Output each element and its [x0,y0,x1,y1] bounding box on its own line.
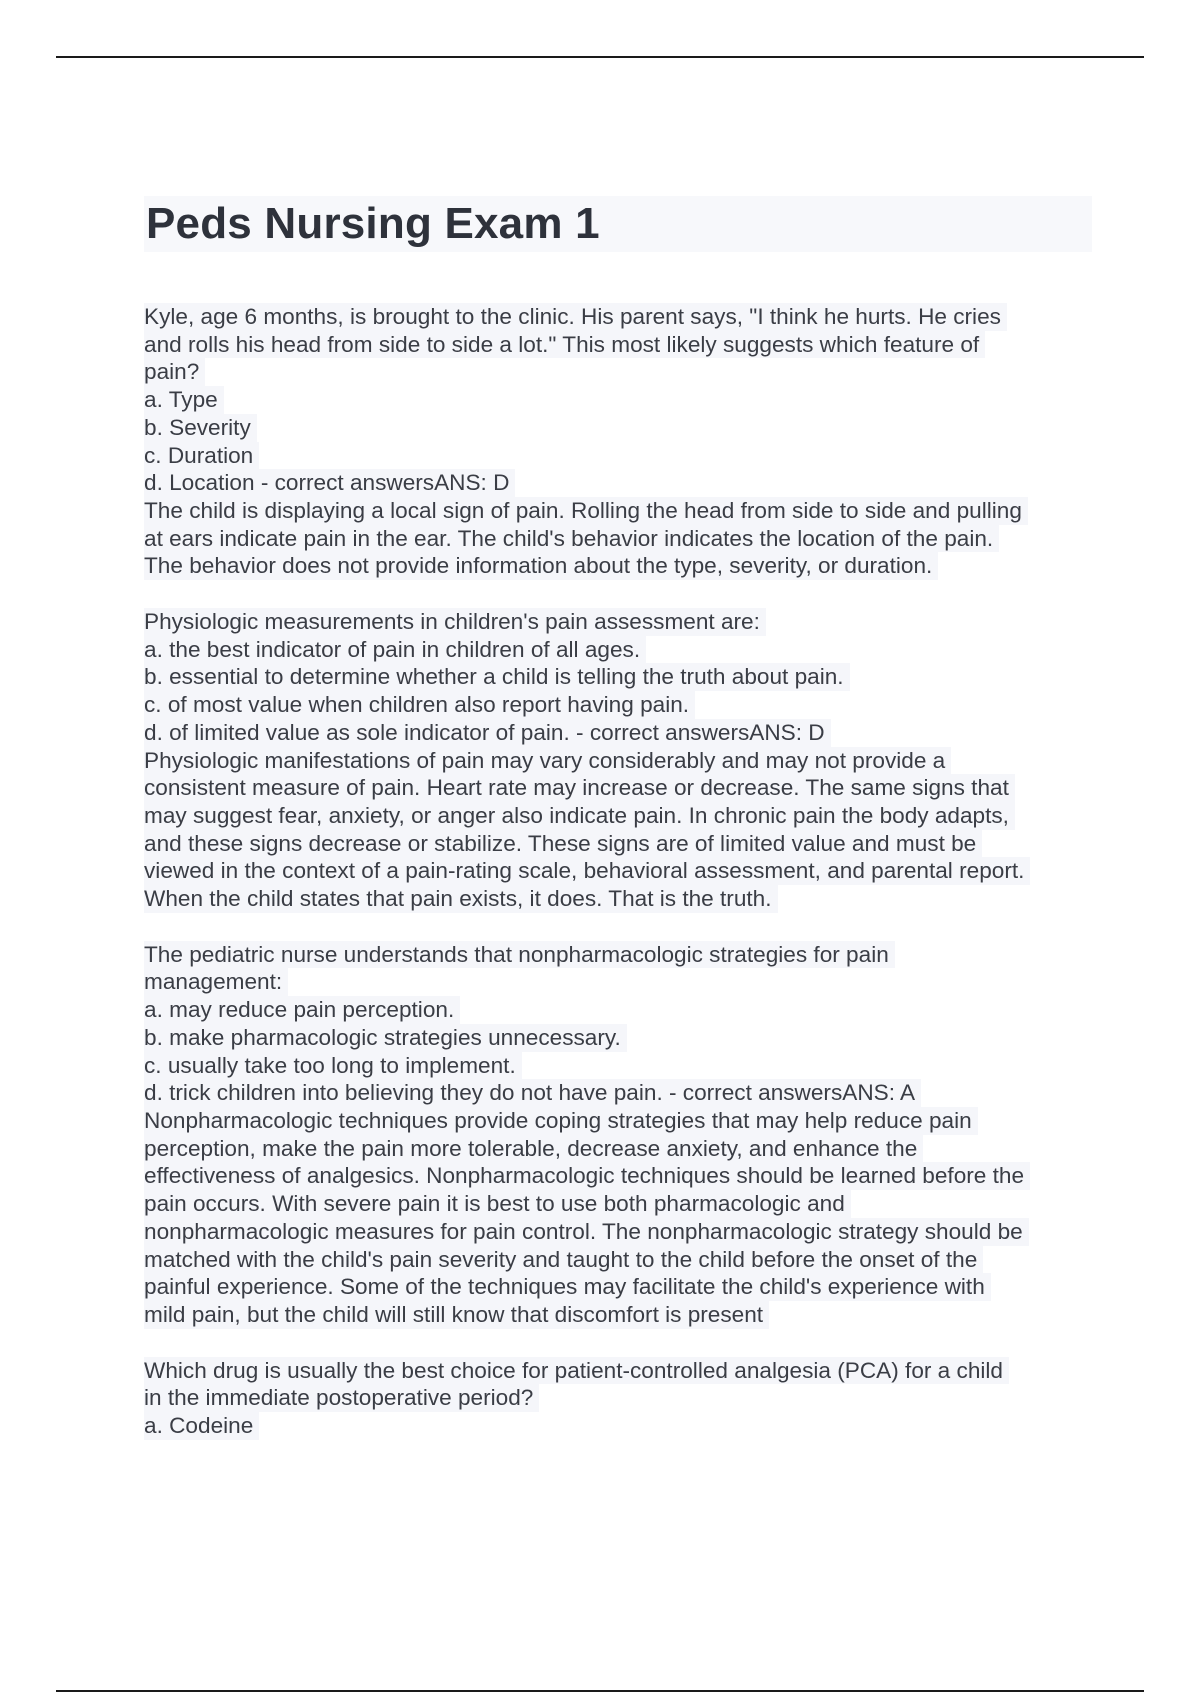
text-line: management: [144,968,288,996]
top-rule [56,56,1144,58]
text-line: Which drug is usually the best choice for patient-controlled analgesia (PCA) for a child [144,1357,1009,1385]
rationale-line: perception, make the pain more tolerable, decrease anxiety, and enhance the [144,1135,923,1163]
question-block [144,1357,1104,1440]
rationale-line: matched with the child's pain severity and taught to the child before the onset of the [144,1246,983,1274]
rationale-line: nonpharmacologic measures for pain control. The nonpharmacologic strategy should be [144,1218,1029,1246]
rationale-line: effectiveness of analgesics. Nonpharmacologic techniques should be learned before the [144,1162,1030,1190]
rationale-line: The behavior does not provide information about the type, severity, or duration. [144,552,938,580]
answer-option: b. make pharmacologic strategies unnecessary. [144,1024,627,1052]
rationale-line: Nonpharmacologic techniques provide coping strategies that may help reduce pain [144,1107,978,1135]
rationale-line: The child is displaying a local sign of pain. Rolling the head from side to side and pulling [144,497,1028,525]
text-line: Kyle, age 6 months, is brought to the clinic. His parent says, "I think he hurts. He cries [144,303,1007,331]
rationale-line: and these signs decrease or stabilize. These signs are of limited value and must be [144,830,982,858]
rationale-line: mild pain, but the child will still know that discomfort is present [144,1301,769,1329]
text-line: in the immediate postoperative period? [144,1384,539,1412]
rationale-line: Physiologic manifestations of pain may vary considerably and may not provide a [144,747,951,775]
answer-option: c. of most value when children also report having pain. [144,691,695,719]
bottom-rule [56,1690,1144,1692]
rationale-line: pain occurs. With severe pain it is best to use both pharmacologic and [144,1190,851,1218]
page-title: Peds Nursing Exam 1 [146,199,600,248]
rationale-line: When the child states that pain exists, it does. That is the truth. [144,885,778,913]
text-line: The pediatric nurse understands that nonpharmacologic strategies for pain [144,941,895,969]
answer-option: d. trick children into believing they do not have pain. - correct answersANS: A [144,1079,921,1107]
question-block [144,608,1104,913]
text-line: Physiologic measurements in children's pain assessment are: [144,608,766,636]
text-line: and rolls his head from side to side a lot." This most likely suggests which feature of [144,331,985,359]
rationale-line: painful experience. Some of the techniques may facilitate the child's experience with [144,1273,991,1301]
question-block [144,941,1104,1329]
answer-option: a. Type [144,386,224,414]
answer-option: b. essential to determine whether a child is telling the truth about pain. [144,663,850,691]
answer-option: a. the best indicator of pain in children of all ages. [144,636,646,664]
rationale-line: at ears indicate pain in the ear. The child's behavior indicates the location of the pain. [144,525,999,553]
question-block [144,303,1104,580]
answer-option: d. of limited value as sole indicator of pain. - correct answersANS: D [144,719,831,747]
rationale-line: may suggest fear, anxiety, or anger also indicate pain. In chronic pain the body adapts, [144,802,1015,830]
answer-option: c. usually take too long to implement. [144,1052,522,1080]
answer-option: b. Severity [144,414,257,442]
answer-option: d. Location - correct answersANS: D [144,469,515,497]
rationale-line: viewed in the context of a pain-rating scale, behavioral assessment, and parental report. [144,857,1030,885]
answer-option: a. Codeine [144,1412,259,1440]
answer-option: a. may reduce pain perception. [144,996,460,1024]
text-line: pain? [144,358,205,386]
rationale-line: consistent measure of pain. Heart rate may increase or decrease. The same signs that [144,774,1015,802]
answer-option: c. Duration [144,442,259,470]
document-body [144,303,1104,1468]
